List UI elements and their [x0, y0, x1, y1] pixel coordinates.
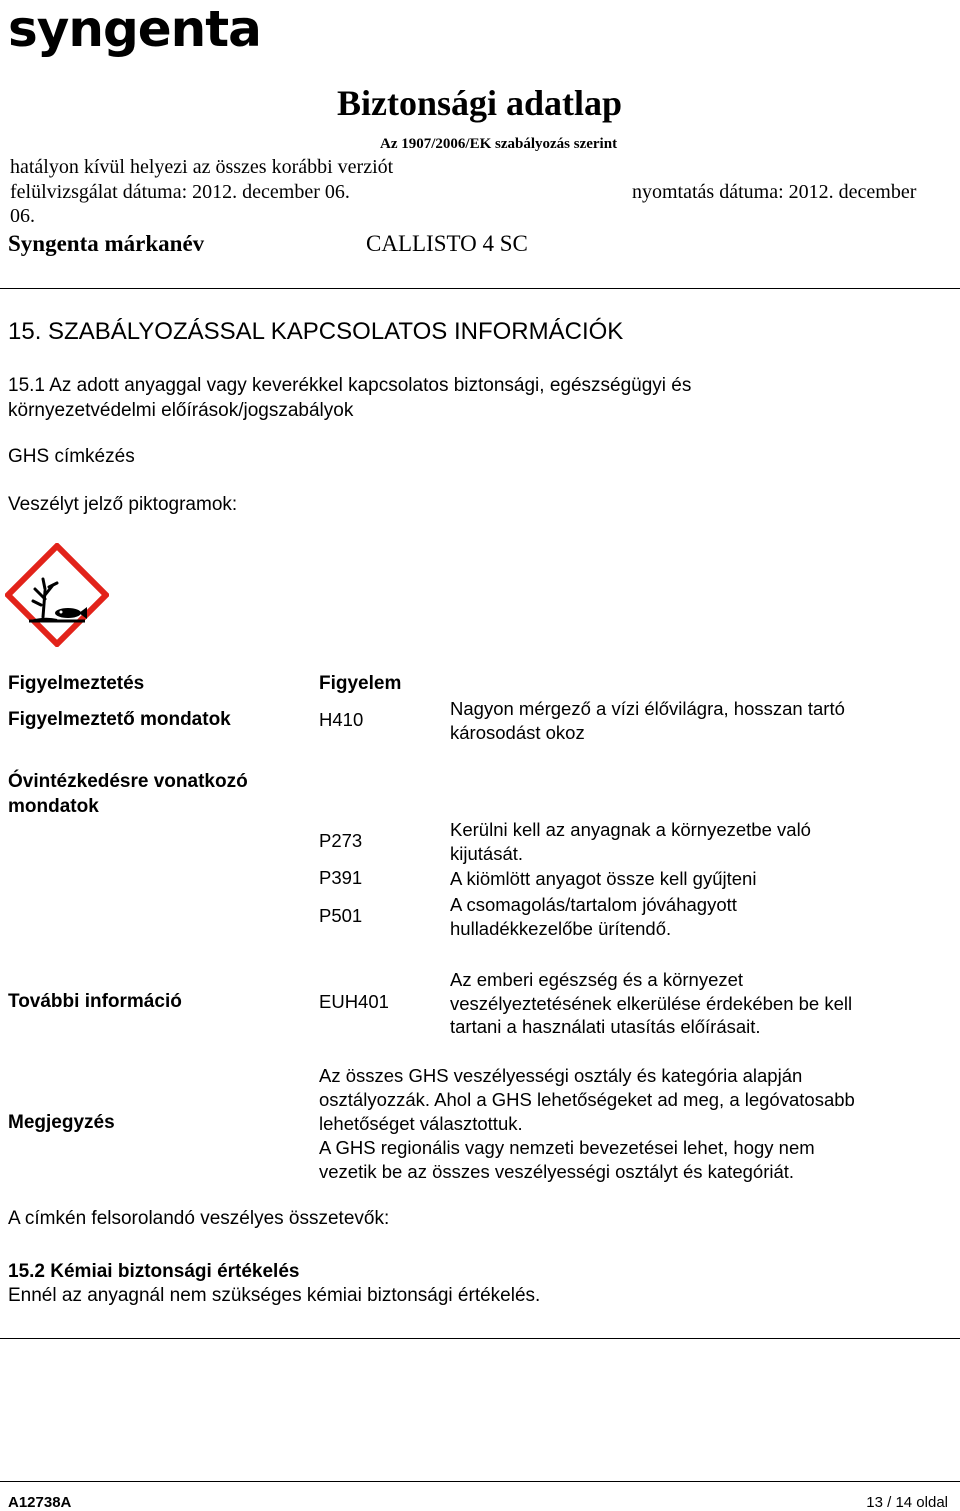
- section-title: 15. SZABÁLYOZÁSSAL KAPCSOLATOS INFORMÁCIÓK: [8, 318, 624, 345]
- header-divider: [0, 288, 960, 289]
- syngenta-logo: [8, 0, 261, 58]
- regulation-note: Az 1907/2006/EK szabályozás szerint: [380, 136, 618, 152]
- subsection-1-title: 15.1 Az adott anyaggal vagy keverékkel kapcsolatos biztonsági, egészségügyi és környezetvédelmi előírások/jogszabályok: [8, 375, 692, 421]
- document-code: A12738A: [8, 1494, 72, 1511]
- content-divider: [0, 1338, 960, 1339]
- brand-value: CALLISTO 4 SC: [366, 231, 528, 256]
- signal-word-label: Figyelmeztetés: [8, 673, 145, 694]
- precaution-text: Kerülni kell az anyagnak a környezetbe való kijutását.: [450, 819, 811, 864]
- hazard-code: H410: [319, 709, 364, 730]
- footer-divider: [0, 1481, 960, 1482]
- precaution-code: P501: [319, 905, 363, 926]
- logo-text: syngenta: [8, 0, 261, 58]
- note-label: Megjegyzés: [8, 1112, 115, 1133]
- further-info-code: EUH401: [319, 991, 389, 1012]
- label-components-label: A címkén felsorolandó veszélyes összetevők:: [8, 1208, 390, 1229]
- pictogram-label: Veszélyt jelző piktogramok:: [8, 494, 238, 515]
- further-info-text: Az emberi egészség és a környezet veszélyeztetésének elkerülése érdekében be kell tartani a használati utasítás előírásait.: [450, 969, 853, 1037]
- signal-word-value: Figyelem: [319, 673, 402, 694]
- precaution-label: Óvintézkedésre vonatkozó mondatok: [8, 771, 248, 817]
- hazard-text: Nagyon mérgező a vízi élővilágra, hosszan tartó károsodást okoz: [450, 698, 845, 743]
- print-date-continuation: 06.: [10, 205, 35, 227]
- precaution-code: P391: [319, 867, 363, 888]
- document-title: Biztonsági adatlap: [337, 83, 623, 123]
- brand-label: Syngenta márkanév: [8, 231, 205, 256]
- precaution-text: A csomagolás/tartalom jóváhagyott hulladékkezelőbe ürítendő.: [450, 894, 737, 939]
- environment-hazard-icon: [5, 543, 109, 647]
- precaution-code: P273: [319, 830, 363, 851]
- further-info-label: További információ: [8, 991, 182, 1012]
- note-text: Az összes GHS veszélyességi osztály és kategória alapján osztályozzák. Ahol a GHS lehetőségeket ad meg, a legóvatosabb lehetőséget választottuk. A GHS regionális vagy nemzeti bevezetései lehet, hogy nem vezetik be az összes veszélyességi osztályt és kategóriát.: [319, 1065, 855, 1182]
- precaution-text: A kiömlött anyagot össze kell gyűjteni: [450, 868, 757, 889]
- page-number: 13 / 14 oldal: [866, 1494, 948, 1511]
- subsection-2-text: Ennél az anyagnál nem szükséges kémiai biztonsági értékelés.: [8, 1285, 541, 1306]
- hazard-statements-label: Figyelmeztető mondatok: [8, 709, 231, 730]
- supersedes-note: hatályon kívül helyezi az összes korábbi verziót: [10, 156, 394, 178]
- print-date: nyomtatás dátuma: 2012. december: [632, 181, 917, 203]
- subsection-2-title: 15.2 Kémiai biztonsági értékelés: [8, 1261, 300, 1282]
- revision-date: felülvizsgálat dátuma: 2012. december 06.: [10, 181, 350, 203]
- ghs-label: GHS címkézés: [8, 446, 135, 467]
